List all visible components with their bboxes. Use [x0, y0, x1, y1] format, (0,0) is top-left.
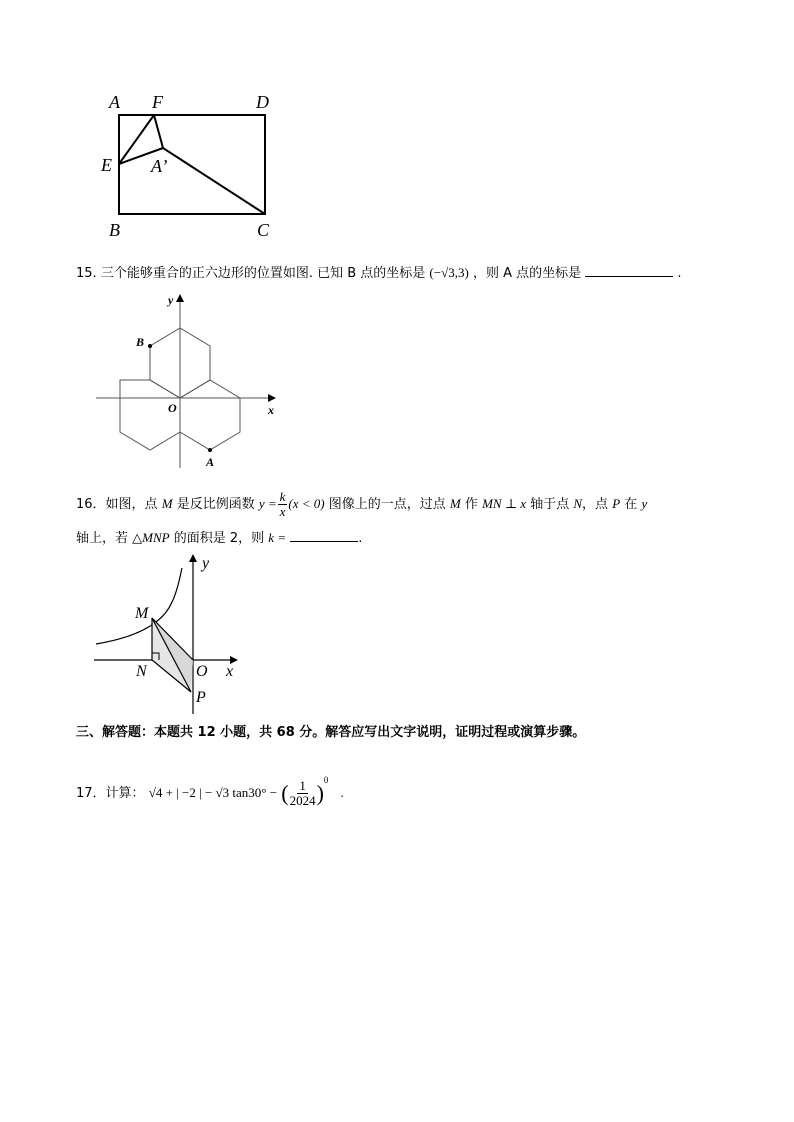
label-e: E — [101, 155, 112, 175]
figure-inverse-function — [92, 552, 252, 718]
fraction-denominator: x — [279, 504, 286, 519]
question-text: 计算： — [105, 786, 145, 801]
question-text: ，则 A 点的坐标是 — [472, 266, 582, 281]
figure-hexagons — [90, 290, 290, 472]
question-number: 17． — [76, 786, 106, 801]
question-16-line1 — [76, 490, 647, 519]
label-d: D — [256, 92, 269, 112]
label-a-prime: A’ — [151, 156, 168, 176]
exponent: 0 — [323, 775, 329, 785]
k-equals: k = — [268, 530, 287, 545]
var-m: M — [449, 496, 461, 511]
question-text: 如图，点 — [105, 497, 158, 512]
question-16-line2 — [76, 527, 362, 548]
figure-rectangle-fold — [95, 88, 285, 240]
point-a — [208, 448, 212, 452]
question-number: 16． — [76, 497, 106, 512]
hexagon-left — [120, 380, 180, 450]
right-paren: ) — [316, 780, 324, 806]
x-axis-arrow — [268, 394, 276, 402]
y-axis-arrow — [176, 294, 184, 302]
question-number: 15. — [76, 266, 97, 281]
left-paren: ( — [281, 780, 289, 806]
label-m: M — [135, 605, 149, 622]
label-x: x — [226, 663, 234, 680]
label-f: F — [152, 92, 163, 112]
label-o: O — [196, 663, 208, 680]
point-b — [148, 344, 152, 348]
question-text: ，点 — [582, 497, 609, 512]
answer-blank[interactable] — [585, 262, 673, 277]
question-text: 轴上，若 — [76, 531, 129, 546]
triangle-mnp: △MNP — [132, 530, 170, 545]
section-heading: 三、解答题：本题共 12 小题，共 68 分。解答应写出文字说明，证明过程或演算步骤。 — [76, 725, 586, 740]
question-text: 三个能够重合的正六边形的位置如图. 已知 B 点的坐标是 — [100, 266, 426, 281]
label-a: A — [206, 455, 215, 469]
question-text: 图像上的一点，过点 — [328, 497, 446, 512]
label-b: B — [136, 335, 145, 349]
func-y: y = — [258, 496, 277, 511]
question-end: . — [677, 266, 682, 281]
perpendicular-expr: MN ⊥ x — [482, 496, 527, 511]
label-a: A — [109, 92, 120, 112]
label-b: B — [109, 220, 120, 240]
label-p: P — [196, 689, 206, 706]
question-end: . — [358, 531, 363, 546]
var-n: N — [573, 496, 583, 511]
label-o: O — [168, 401, 177, 415]
hexagon-right — [180, 380, 240, 450]
segment-fa-prime — [154, 115, 163, 148]
question-text: 作 — [464, 497, 478, 512]
domain-condition: (x < 0) — [288, 496, 325, 511]
question-text: 在 — [624, 497, 638, 512]
var-m: M — [161, 496, 173, 511]
var-y: y — [641, 496, 648, 511]
fraction-numerator: k — [279, 489, 286, 504]
question-17 — [76, 762, 344, 808]
label-y: y — [202, 555, 210, 572]
fraction-numerator: 1 — [299, 778, 306, 793]
question-15 — [76, 262, 682, 283]
question-text: 是反比例函数 — [176, 497, 255, 512]
segment-a-prime-c — [163, 148, 265, 214]
question-text: 轴于点 — [530, 497, 570, 512]
label-n: N — [136, 663, 147, 680]
coordinate-b: (−√3,3) — [429, 265, 469, 280]
var-p: P — [612, 496, 621, 511]
question-text: 的面积是 2，则 — [173, 531, 265, 546]
fraction-1-over-2024 — [290, 779, 316, 808]
fraction-denominator: 2024 — [289, 793, 316, 808]
label-y: y — [168, 293, 174, 307]
question-end: . — [340, 785, 344, 800]
label-c: C — [257, 220, 270, 240]
y-axis-arrow — [189, 554, 197, 562]
fraction-k-over-x — [278, 490, 288, 519]
expression: √4 + | −2 | − √3 tan30° − — [148, 785, 278, 800]
answer-blank[interactable] — [290, 527, 358, 542]
label-x: x — [268, 403, 274, 417]
